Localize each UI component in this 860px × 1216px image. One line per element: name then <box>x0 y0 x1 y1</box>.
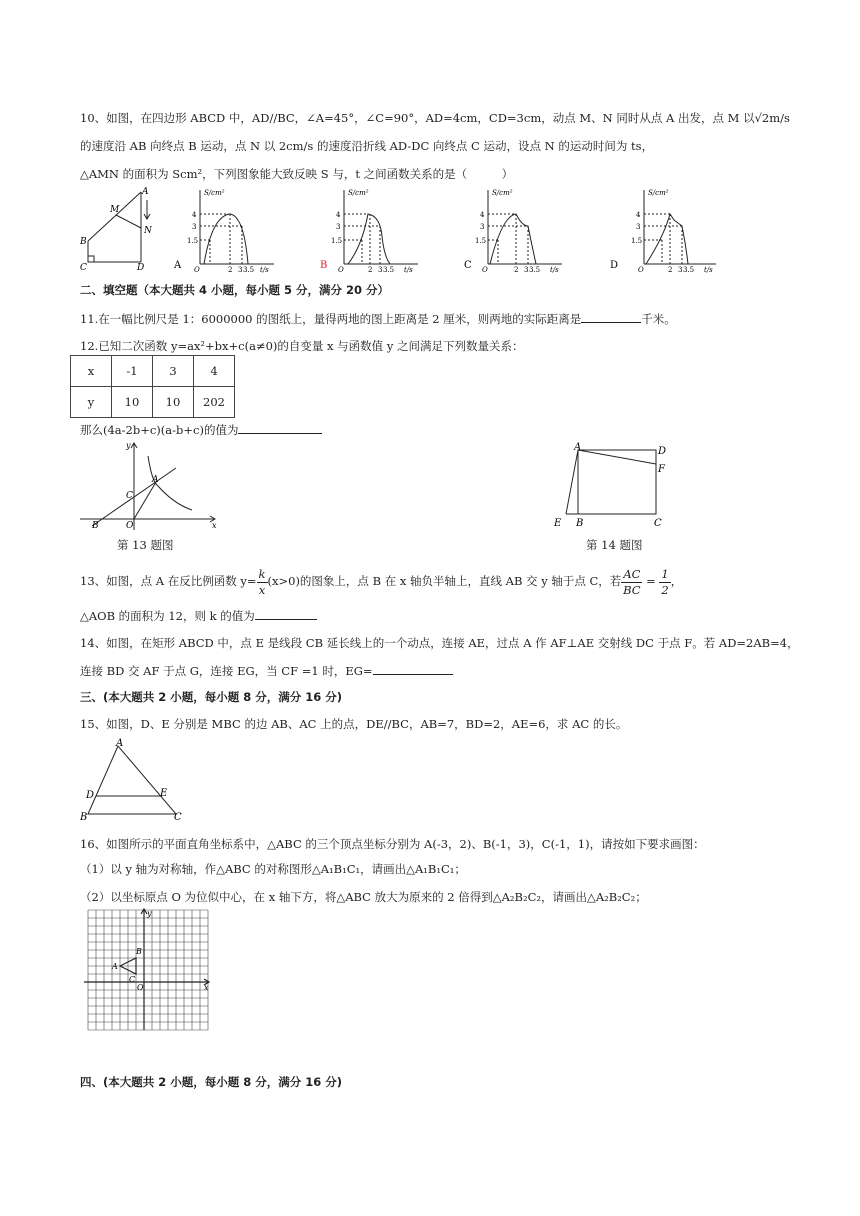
table-cell: 202 <box>194 387 235 418</box>
origin-o: O <box>194 266 200 274</box>
ytick-1-5: 1.5 <box>475 237 487 245</box>
axis-label-s: S/cm² <box>648 189 669 197</box>
fig14-label-b: B <box>576 518 584 529</box>
ytick-3: 3 <box>336 223 341 231</box>
option-b-label: B <box>320 260 328 271</box>
q13-line1: 13、如图，点 A 在反比例函数 y= $\frac{k}{x}$ (x>0)的图象上，点 B 在 x 轴负半轴上，直线 AB 交 y 轴于点 C，若 $\frac{AC}{BC}$ = $\frac{1}{2}$ ， <box>80 566 683 597</box>
fig16-label-y: y <box>147 909 152 918</box>
q10-line3: △AMN 的面积为 Scm²，下列图象能大致反映 S 与，t 之间函数关系的是（ ） <box>80 167 514 181</box>
xtick-3: 3 <box>524 266 529 274</box>
fig15-label-c: C <box>174 812 182 822</box>
option-a-graph <box>174 186 284 276</box>
q12-answer-blank[interactable] <box>238 421 322 434</box>
q13-answer-blank[interactable] <box>255 607 317 620</box>
option-c-label: C <box>464 260 472 271</box>
q11-text: 11.在一幅比例尺是 1：6000000 的图纸上，量得两地的图上距离是 2 厘米，则两地的实际距离是 <box>80 312 582 326</box>
fig10-label-d: D <box>137 263 145 272</box>
table-cell: y <box>71 387 112 418</box>
axis-label-t: t/s <box>404 266 413 274</box>
xtick-3-5: 3.5 <box>243 266 255 274</box>
ytick-1-5: 1.5 <box>331 237 343 245</box>
xtick-3: 3 <box>378 266 383 274</box>
fig15-label-d: D <box>86 790 95 801</box>
fraction-one-half <box>659 567 670 598</box>
fig13-label-a: A <box>152 475 159 485</box>
q10-unit: m/s <box>769 111 790 125</box>
sqrt-two: √2 <box>754 111 770 125</box>
ytick-4: 4 <box>192 211 197 219</box>
q14-line1: 14、如图，在矩形 ABCD 中，点 E 是线段 CB 延长线上的一个动点，连接 AE，过点 A 作 AF⊥AE 交射线 DC 于点 F。若 AD=2AB=4， <box>80 636 799 650</box>
fig15-label-e: E <box>160 788 168 799</box>
axis-label-t: t/s <box>704 266 713 274</box>
fig15-label-b: B <box>80 812 88 822</box>
q11-answer-blank[interactable] <box>581 310 641 323</box>
xtick-3-5: 3.5 <box>383 266 395 274</box>
q13-mid: (x>0)的图象上，点 B 在 x 轴负半轴上，直线 AB 交 y 轴于点 C，若 <box>267 574 622 588</box>
q14-line2-text: 连接 BD 交 AF 于点 G，连接 EG，当 CF =1 时，EG= <box>80 664 373 678</box>
table-cell: x <box>71 356 112 387</box>
axis-label-s: S/cm² <box>492 189 513 197</box>
frac-numerator: k <box>258 566 266 581</box>
q12-value-table <box>70 355 235 418</box>
frac-denominator: BC <box>623 582 641 597</box>
ytick-4: 4 <box>336 211 341 219</box>
xtick-3: 3 <box>678 266 683 274</box>
q10-line2: 的速度沿 AB 向终点 B 运动，点 N 以 2cm/s 的速度沿折线 AD-DC 向终点 C 运动，设点 N 的运动时间为 ts， <box>80 139 654 153</box>
fraction-k-over-x <box>257 567 268 598</box>
fig13-label-y: y <box>126 441 131 450</box>
q15-text: 15、如图，D、E 分别是 MBC 的边 AB、AC 上的点，DE//BC，AB=7，BD=2，AE=6，求 AC 的长。 <box>80 717 628 731</box>
option-d-label: D <box>610 260 619 271</box>
fig10-label-n: N <box>144 226 152 236</box>
fig16-label-x: x <box>204 983 209 992</box>
option-b-graph <box>318 186 428 276</box>
fig14-label-e: E <box>554 518 562 529</box>
ytick-1-5: 1.5 <box>631 237 643 245</box>
frac-denominator: x <box>258 582 266 597</box>
fig16-label-o: O <box>137 983 144 992</box>
q14-answer-blank[interactable] <box>373 662 453 675</box>
frac-numerator: AC <box>623 566 641 581</box>
fig13-label-b: B <box>92 521 99 531</box>
q14-line2 <box>80 662 453 679</box>
fig15-label-a: A <box>116 738 124 749</box>
q11-tail: 千米。 <box>641 312 676 326</box>
fig13-label-c: C <box>126 491 133 501</box>
table-row <box>71 356 235 387</box>
table-cell: 3 <box>153 356 194 387</box>
xtick-2: 2 <box>514 266 519 274</box>
q13-pre: 13、如图，点 A 在反比例函数 y= <box>80 574 257 588</box>
table-cell: 4 <box>194 356 235 387</box>
ytick-4: 4 <box>636 211 641 219</box>
q15-triangle-figure <box>80 736 190 822</box>
q13-line2 <box>80 607 317 624</box>
fig14-label-d: D <box>658 446 667 457</box>
frac-numerator: 1 <box>661 566 669 581</box>
fig10-label-a: A <box>142 187 149 197</box>
q10-quadrilateral-figure <box>78 186 156 272</box>
axis-label-t: t/s <box>260 266 269 274</box>
axis-label-s: S/cm² <box>204 189 225 197</box>
q16-line1: 16、如图所示的平面直角坐标系中，△ABC 的三个顶点坐标分别为 A(-3，2)、B(-1，3)，C(-1，1)，请按如下要求画图： <box>80 837 705 851</box>
fig10-label-m: M <box>110 205 120 215</box>
fig14-label-a: A <box>574 442 582 453</box>
fig13-label-x: x <box>212 521 217 530</box>
xtick-3-5: 3.5 <box>529 266 541 274</box>
q11 <box>80 310 676 327</box>
axis-label-s: S/cm² <box>348 189 369 197</box>
fig13-caption: 第 13 题图 <box>117 538 174 552</box>
xtick-3-5: 3.5 <box>683 266 695 274</box>
q10-line1 <box>80 110 790 126</box>
xtick-3: 3 <box>238 266 243 274</box>
ytick-3: 3 <box>480 223 485 231</box>
fig13-label-o: O <box>126 521 134 531</box>
ytick-3: 3 <box>192 223 197 231</box>
origin-o: O <box>338 266 344 274</box>
ytick-4: 4 <box>480 211 485 219</box>
fig14-label-f: F <box>658 464 665 475</box>
q13-end: ， <box>670 574 683 588</box>
option-d-graph <box>608 186 723 276</box>
fig14-label-c: C <box>654 518 662 529</box>
origin-o: O <box>638 266 644 274</box>
xtick-2: 2 <box>228 266 233 274</box>
option-c-graph <box>462 186 572 276</box>
table-cell: 10 <box>153 387 194 418</box>
table-cell: -1 <box>112 356 153 387</box>
xtick-2: 2 <box>368 266 373 274</box>
xtick-2: 2 <box>668 266 673 274</box>
section-4-heading: 四、(本大题共 2 小题，每小题 8 分，满分 16 分) <box>80 1075 343 1089</box>
frac-denominator: 2 <box>661 582 669 597</box>
fraction-ac-over-bc <box>621 567 642 598</box>
table-cell: 10 <box>112 387 153 418</box>
q16-line3: （2）以坐标原点 O 为位似中心，在 x 轴下方，将△ABC 放大为原来的 2 倍得到△A₂B₂C₂，请画出△A₂B₂C₂； <box>80 890 647 904</box>
ytick-3: 3 <box>636 223 641 231</box>
fig10-label-b: B <box>80 237 87 247</box>
q12-text: 12.已知二次函数 y=ax²+bx+c(a≠0)的自变量 x 与函数值 y 之间满足下列数量关系： <box>80 339 524 353</box>
q13-line2-text: △AOB 的面积为 12，则 k 的值为 <box>80 609 255 623</box>
q16-coordinate-grid <box>80 906 212 1034</box>
fig16-label-b: B <box>136 947 142 956</box>
origin-o: O <box>482 266 488 274</box>
table-row <box>71 387 235 418</box>
q12-after <box>80 421 322 438</box>
option-a-label: A <box>174 260 182 271</box>
fig13-graph <box>78 438 223 534</box>
q10-text-a: 10、如图，在四边形 ABCD 中，AD//BC，∠A=45°，∠C=90°，AD=4cm，CD=3cm，动点 M、N 同时从点 A 出发，点 M 以 <box>80 111 755 125</box>
axis-label-t: t/s <box>550 266 559 274</box>
q12-after-text: 那么(4a-2b+c)(a-b+c)的值为 <box>80 423 239 437</box>
q16-line2: （1）以 y 轴为对称轴，作△ABC 的对称图形△A₁B₁C₁，请画出△A₁B₁C₁； <box>80 862 466 876</box>
fig10-label-c: C <box>80 263 87 272</box>
ytick-1-5: 1.5 <box>187 237 199 245</box>
section-2-heading: 二、填空题（本大题共 4 小题，每小题 5 分，满分 20 分） <box>80 283 390 297</box>
fig14-caption: 第 14 题图 <box>586 538 643 552</box>
section-3-heading: 三、(本大题共 2 小题，每小题 8 分，满分 16 分) <box>80 690 343 704</box>
fig16-label-c: C <box>129 975 136 984</box>
fig14-rectangle <box>550 440 680 532</box>
fig16-label-a: A <box>112 962 118 971</box>
